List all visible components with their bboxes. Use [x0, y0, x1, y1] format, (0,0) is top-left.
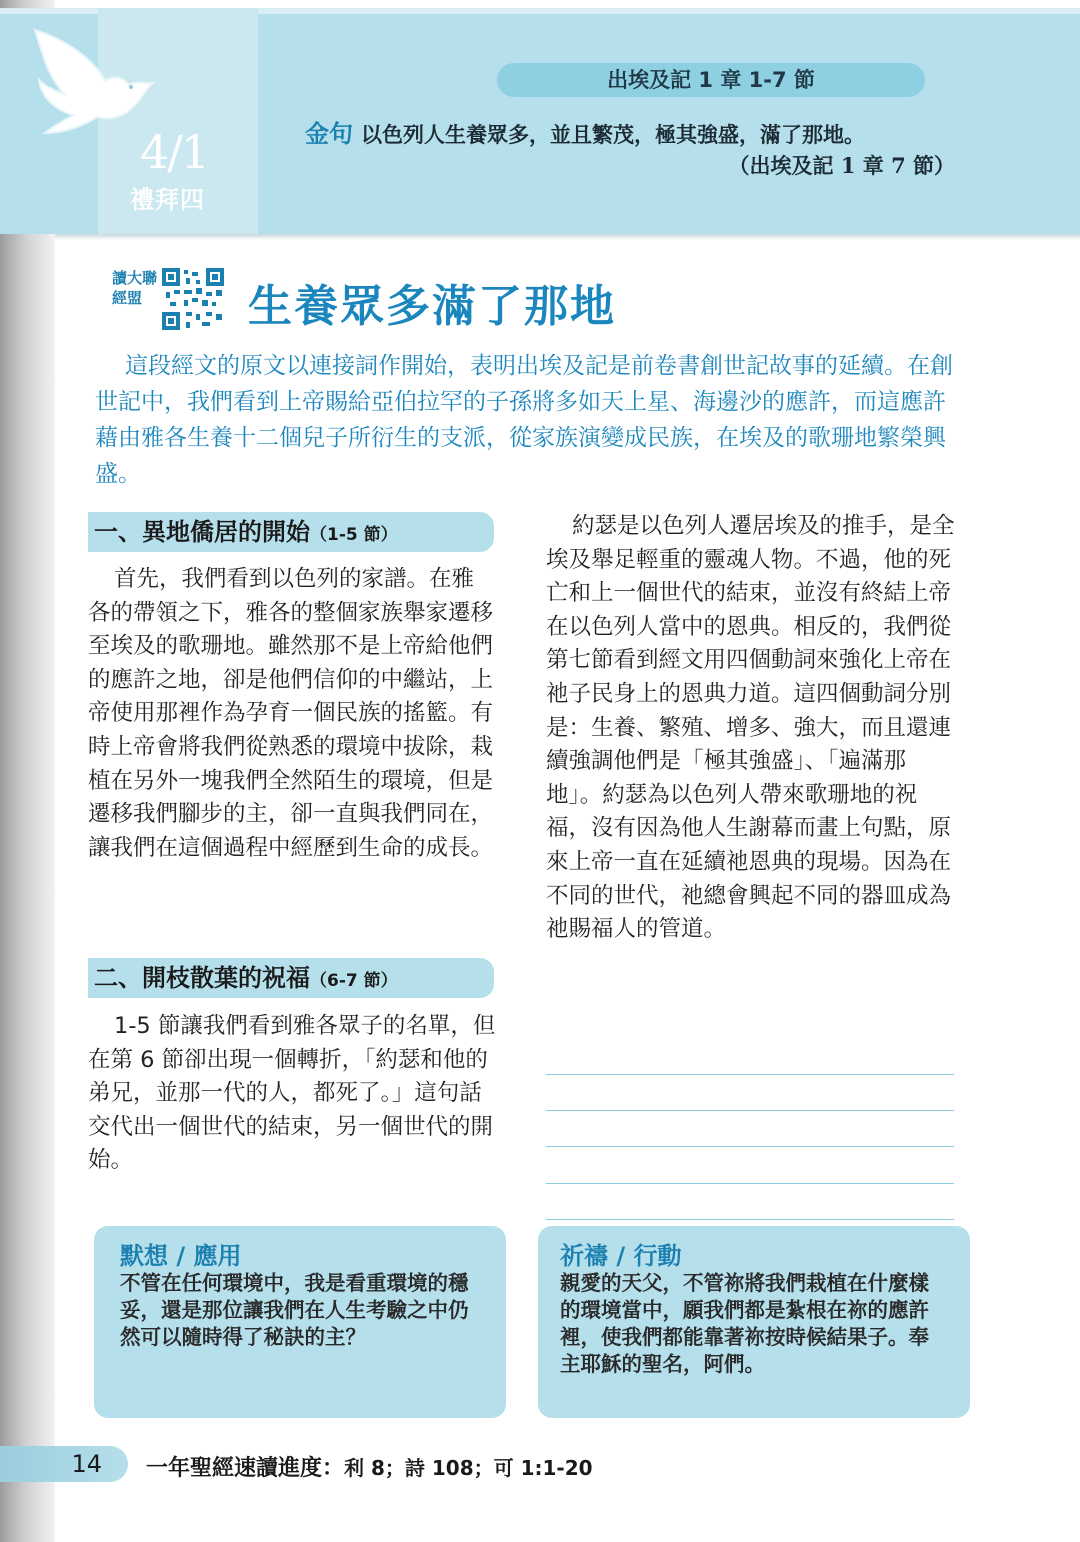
note-line: [546, 1183, 954, 1184]
golden-verse: [305, 118, 955, 178]
section2-range: （6-7 節）: [310, 971, 398, 991]
section1-heading: [88, 512, 494, 552]
reflection-box: [94, 1226, 506, 1418]
qr-code-icon[interactable]: [162, 268, 224, 330]
section2-heading: [88, 958, 494, 998]
note-line: [546, 1074, 954, 1075]
section1-text: 首先，我們看到以色列的家譜。在雅各的帶領之下，雅各的整個家族舉家遷移至埃及的歌珊地。雖然那不是上帝給他們的應許之地，卻是他們信仰的中繼站，上帝使用那裡作為孕育一個民族的搖籃。有時上帝會將我們從熟悉的環境中拔除，栽植在另外一塊我們全然陌生的環境，但是遷移我們腳步的主，卻一直與我們同在，讓我們在這個過程中經歷到生命的成長。: [88, 566, 494, 861]
note-line: [546, 1146, 954, 1147]
reflection-title: 默想 / 應用: [120, 1242, 242, 1270]
section2-text: 1-5 節讓我們看到雅各眾子的名單，但在第 6 節卻出現一個轉折，「約瑟和他的弟兄，並那一代的人，都死了。」這句話交代出一個世代的結束，另一個世代的開始。: [88, 1013, 496, 1174]
dove-icon: [25, 25, 155, 150]
qr-label: 讀大聯經盟: [112, 269, 158, 307]
note-line: [546, 1219, 954, 1220]
section2-title: 二、開枝散葉的祝福: [94, 964, 310, 992]
page-number: 14: [0, 1446, 128, 1482]
reflection-text: 不管在任何環境中，我是看重環境的穩妥，還是那位讓我們在人生考驗之中仍然可以隨時得了秘訣的主？: [120, 1271, 469, 1349]
note-line: [546, 1110, 954, 1111]
section1-title: 一、異地僑居的開始: [94, 518, 310, 546]
section1-range: （1-5 節）: [310, 525, 398, 545]
prayer-box: [538, 1226, 970, 1418]
progress-value: 利 8；詩 108；可 1:1-20: [344, 1456, 593, 1480]
weekday-label: 禮拜四: [130, 186, 205, 214]
verse-text: 以色列人生養眾多，並且繁茂，極其強盛，滿了那地。: [361, 122, 865, 147]
header-divider: [55, 234, 1080, 240]
page-title: 生養眾多滿了那地: [248, 281, 616, 332]
verse-source: （出埃及記 1 章 7 節）: [728, 153, 955, 178]
intro-paragraph: 這段經文的原文以連接詞作開始，表明出埃及記是前卷書創世記故事的延續。在創世記中，我們看到上帝賜給亞伯拉罕的子孫將多如天上星、海邊沙的應許，而這應許藉由雅各生養十二個兒子所衍生的支派，從家族演變成民族，在埃及的歌珊地繁榮興盛。: [95, 353, 953, 487]
prayer-title: 祈禱 / 行動: [560, 1242, 682, 1270]
prayer-text: 親愛的天父，不管祢將我們栽植在什麼樣的環境當中，願我們都是紮根在祢的應許裡，使我們都能靠著祢按時候結果子。奉主耶穌的聖名，阿們。: [560, 1271, 929, 1376]
passage-reference: 出埃及記 1 章 1-7 節: [497, 63, 925, 97]
reading-progress: [146, 1451, 593, 1482]
date-number: 4/1: [140, 125, 209, 179]
verse-label: 金句: [305, 120, 353, 148]
progress-label: 一年聖經速讀進度：: [146, 1456, 345, 1481]
right-column-text: 約瑟是以色列人遷居埃及的推手，是全埃及舉足輕重的靈魂人物。不過，他的死亡和上一個世代的結束，並沒有終結上帝在以色列人當中的恩典。相反的，我們從第七節看到經文用四個動詞來強化上帝在祂子民身上的恩典力道。這四個動詞分別是：生養、繁殖、增多、強大，而且還連續強調他們是「極其強盛」、「遍滿那地」。約瑟為以色列人帶來歌珊地的祝福，沒有因為他人生謝幕而畫上句點，原來上帝一直在延續祂恩典的現場。因為在不同的世代，祂總會興起不同的器皿成為祂賜福人的管道。: [546, 513, 955, 943]
